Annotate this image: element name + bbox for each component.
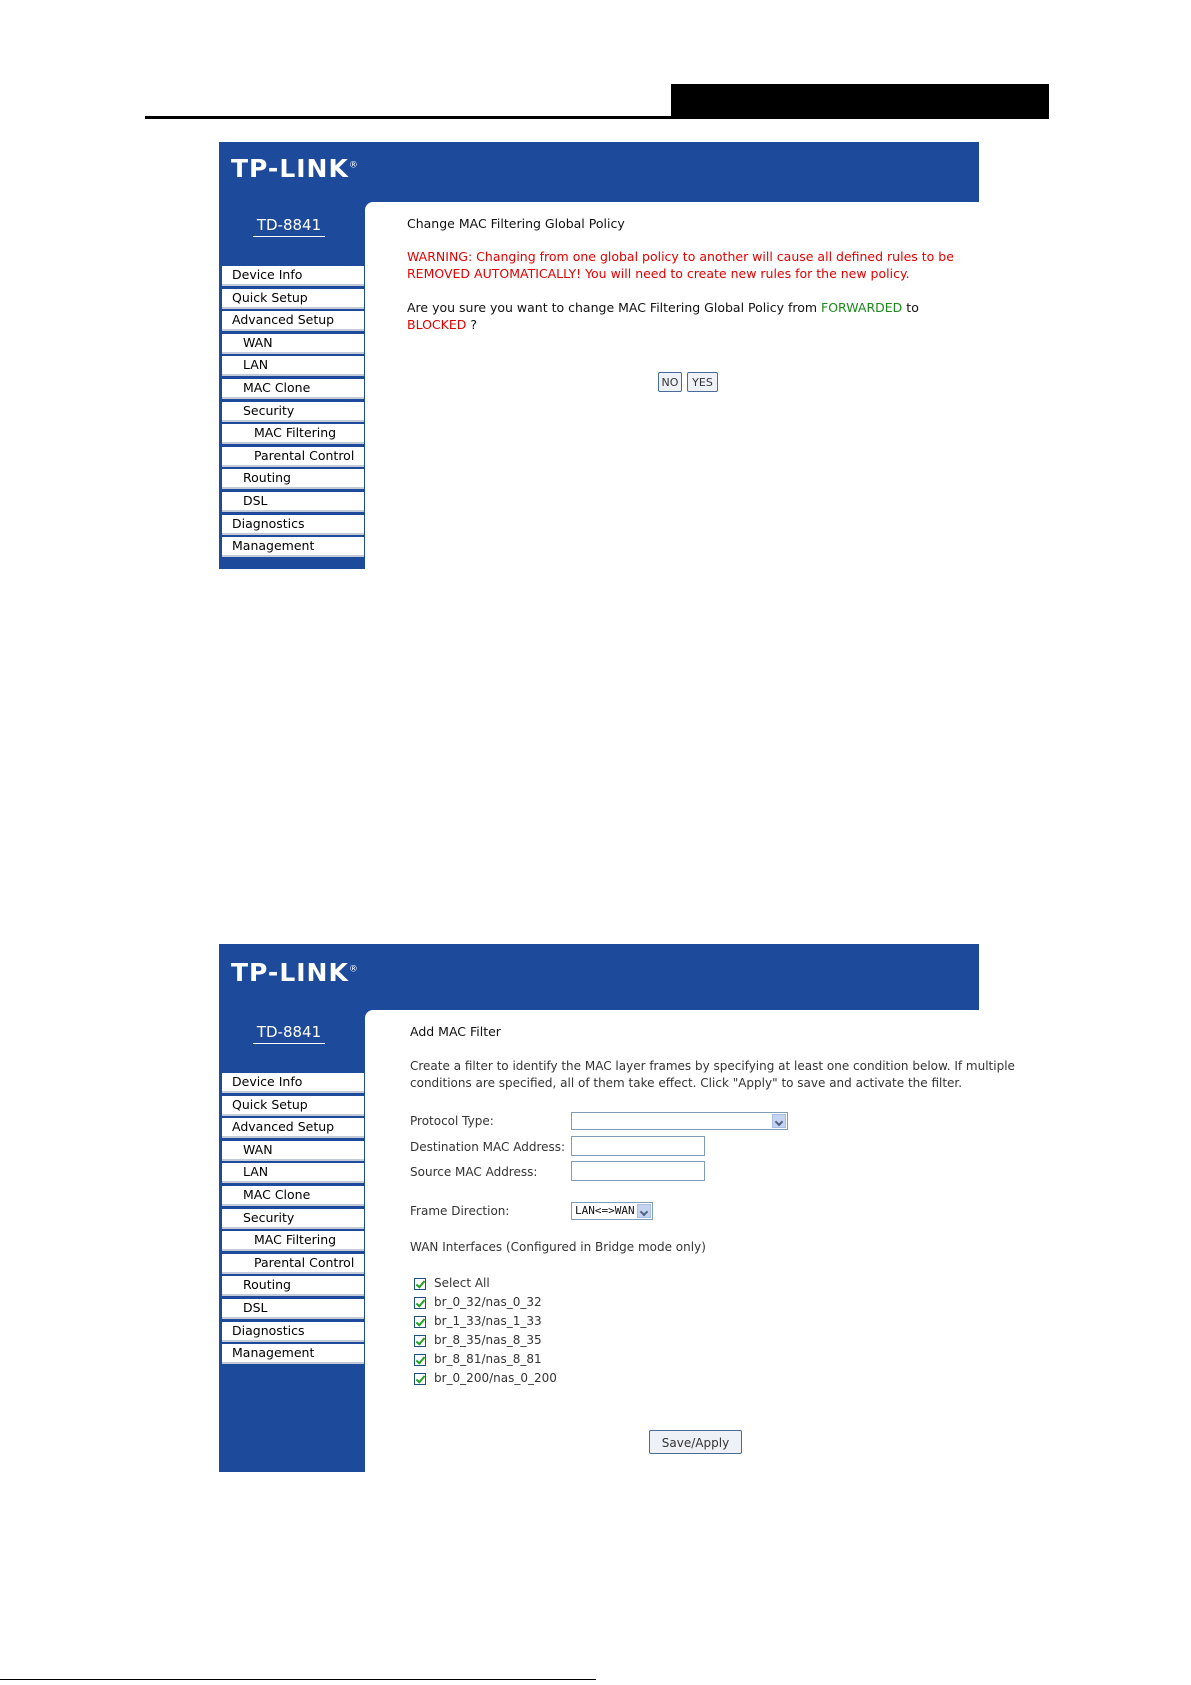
sidebar-item-diagnostics[interactable]: Diagnostics — [222, 1322, 364, 1342]
top-banner — [219, 142, 979, 202]
interface-checkbox[interactable]: br_8_35/nas_8_35 — [414, 1333, 542, 1349]
interface-checkbox[interactable]: br_1_33/nas_1_33 — [414, 1314, 542, 1330]
sidebar — [219, 202, 365, 569]
checkbox-checked-icon — [414, 1278, 426, 1290]
sidebar-item-security[interactable]: Security — [222, 402, 364, 422]
sidebar-item-wan[interactable]: WAN — [222, 334, 364, 354]
sidebar-item-dsl[interactable]: DSL — [222, 1299, 364, 1319]
yes-button[interactable]: YES — [687, 372, 718, 392]
sidebar-item-device-info[interactable]: Device Info — [222, 266, 364, 286]
sidebar-item-advanced-setup[interactable]: Advanced Setup — [222, 1118, 364, 1138]
checkbox-checked-icon — [414, 1354, 426, 1366]
header-rule — [145, 116, 1049, 119]
sidebar-item-mac-filtering[interactable]: MAC Filtering — [222, 1231, 364, 1251]
interface-checkbox[interactable]: br_0_32/nas_0_32 — [414, 1295, 542, 1311]
sidebar-item-dsl[interactable]: DSL — [222, 492, 364, 512]
sidebar-item-quick-setup[interactable]: Quick Setup — [222, 1096, 364, 1116]
sidebar-item-mac-clone[interactable]: MAC Clone — [222, 379, 364, 399]
tp-link-logo: TP-LINK® — [231, 958, 359, 987]
page-title: Add MAC Filter — [410, 1024, 501, 1039]
page-title: Change MAC Filtering Global Policy — [407, 216, 625, 231]
from-policy: FORWARDED — [821, 300, 903, 315]
sidebar-menu — [222, 1073, 364, 1367]
select-all-checkbox[interactable]: Select All — [414, 1276, 490, 1292]
to-policy: BLOCKED — [407, 317, 467, 332]
protocol-type-select[interactable] — [571, 1112, 788, 1130]
checkbox-checked-icon — [414, 1297, 426, 1309]
sidebar-item-mac-clone[interactable]: MAC Clone — [222, 1186, 364, 1206]
checkbox-checked-icon — [414, 1335, 426, 1347]
chevron-down-icon — [637, 1204, 651, 1218]
source-mac-input[interactable] — [571, 1161, 705, 1181]
sidebar-item-device-info[interactable]: Device Info — [222, 1073, 364, 1093]
sidebar-menu — [222, 266, 364, 560]
confirm-question: Are you sure you want to change MAC Filtering Global Policy from FORWARDED to BLOCKED ? — [407, 300, 919, 332]
interface-checkbox[interactable]: br_8_81/nas_8_81 — [414, 1352, 542, 1368]
top-banner — [219, 944, 979, 1010]
checkbox-checked-icon — [414, 1316, 426, 1328]
sidebar-item-routing[interactable]: Routing — [222, 469, 364, 489]
screenshot-change-policy — [219, 142, 979, 569]
sidebar-item-wan[interactable]: WAN — [222, 1141, 364, 1161]
footer-rule — [0, 1679, 596, 1680]
source-mac-label: Source MAC Address: — [410, 1165, 538, 1179]
sidebar-item-management[interactable]: Management — [222, 1344, 364, 1364]
checkbox-checked-icon — [414, 1373, 426, 1385]
sidebar — [219, 1010, 365, 1472]
no-button[interactable]: NO — [658, 372, 682, 392]
intro-text: Create a filter to identify the MAC layer frames by specifying at least one condition below. If multiple conditions are specified, all of them take effect. Click "Apply" to save and activate the filter. — [410, 1059, 1015, 1090]
model-name: TD-8841 — [253, 1023, 325, 1044]
destination-mac-label: Destination MAC Address: — [410, 1140, 566, 1154]
save-apply-button[interactable]: Save/Apply — [649, 1430, 742, 1454]
screenshot-add-mac-filter — [219, 944, 1015, 1472]
tp-link-logo: TP-LINK® — [231, 154, 359, 183]
frame-direction-select[interactable]: LAN<=>WAN — [571, 1202, 653, 1220]
sidebar-item-diagnostics[interactable]: Diagnostics — [222, 515, 364, 535]
frame-direction-label: Frame Direction: — [410, 1204, 510, 1218]
model-name: TD-8841 — [253, 216, 325, 237]
interface-checkbox[interactable]: br_0_200/nas_0_200 — [414, 1371, 557, 1387]
sidebar-item-advanced-setup[interactable]: Advanced Setup — [222, 311, 364, 331]
protocol-type-label: Protocol Type: — [410, 1114, 494, 1128]
warning-text: WARNING: Changing from one global policy to another will cause all defined rules to be REMOVED AUTOMATICALLY! You will need to create new rules for the new policy. — [407, 249, 954, 281]
main-content — [410, 1024, 1015, 1464]
sidebar-item-management[interactable]: Management — [222, 537, 364, 557]
corner-curve — [365, 1010, 373, 1018]
sidebar-item-lan[interactable]: LAN — [222, 1163, 364, 1183]
sidebar-item-routing[interactable]: Routing — [222, 1276, 364, 1296]
destination-mac-input[interactable] — [571, 1136, 705, 1156]
sidebar-item-mac-filtering[interactable]: MAC Filtering — [222, 424, 364, 444]
sidebar-item-lan[interactable]: LAN — [222, 356, 364, 376]
chevron-down-icon — [772, 1114, 786, 1128]
main-content — [407, 216, 967, 333]
sidebar-item-parental-control[interactable]: Parental Control — [222, 1254, 364, 1274]
sidebar-item-security[interactable]: Security — [222, 1209, 364, 1229]
corner-curve — [365, 202, 373, 210]
wan-interfaces-label: WAN Interfaces (Configured in Bridge mode only) — [410, 1240, 706, 1254]
header-black-box — [671, 84, 1049, 118]
sidebar-item-parental-control[interactable]: Parental Control — [222, 447, 364, 467]
sidebar-item-quick-setup[interactable]: Quick Setup — [222, 289, 364, 309]
